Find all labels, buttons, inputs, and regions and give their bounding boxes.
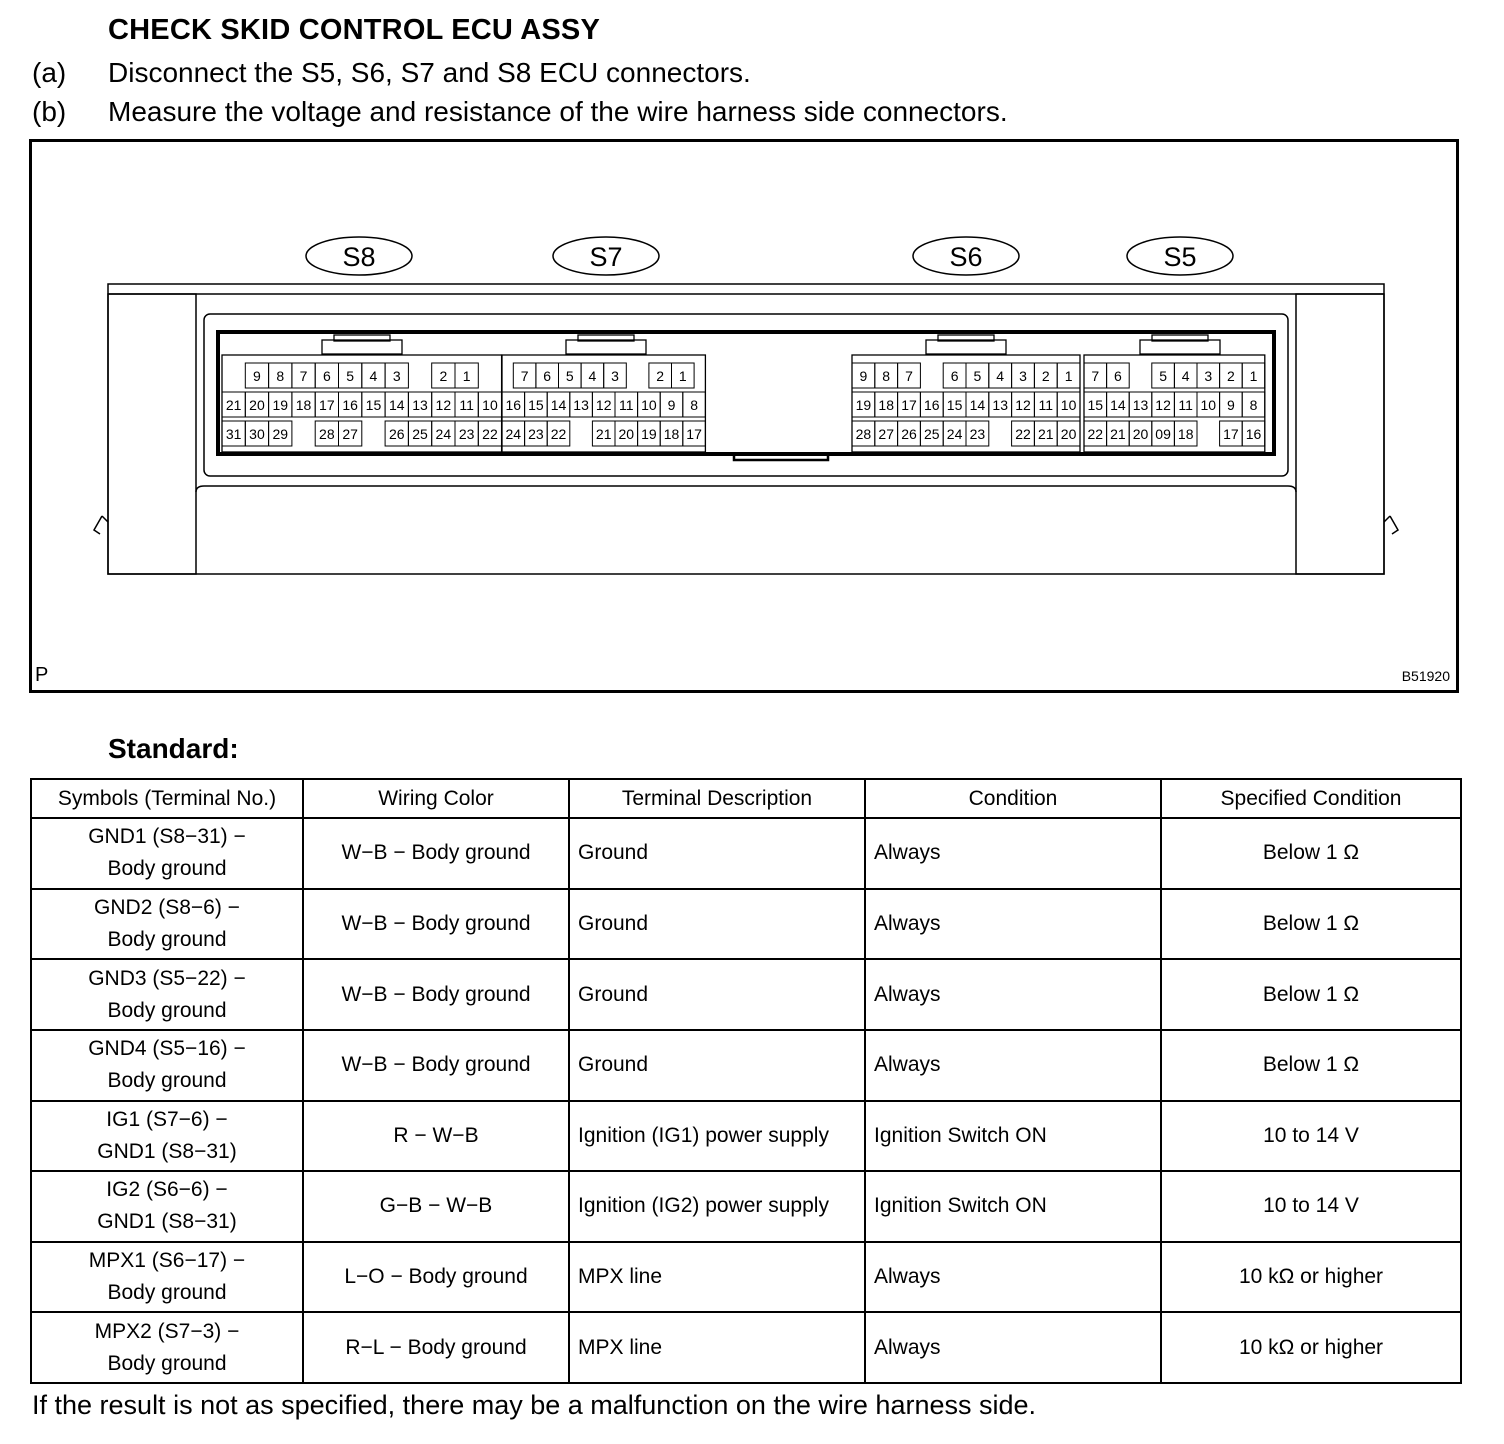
pin-number: 5 — [346, 368, 355, 384]
connector-latch — [926, 340, 1006, 354]
pin-number: 9 — [253, 368, 261, 384]
symbol-cell — [31, 1030, 303, 1101]
symbol-cell — [31, 818, 303, 889]
col-header-condition: Condition — [865, 779, 1161, 818]
right-clip — [1384, 516, 1398, 534]
ecu-housing — [94, 284, 1398, 574]
condition-cell: Always — [865, 818, 1161, 889]
pin-number: 7 — [299, 368, 308, 384]
symbol-line-2: Body ground — [107, 1351, 227, 1375]
pin-number: 27 — [878, 426, 894, 442]
pin-number: 6 — [950, 368, 959, 384]
pin-number: 28 — [319, 426, 335, 442]
pin-number: 21 — [595, 426, 612, 442]
pin-number: 28 — [855, 426, 872, 442]
connector-latch — [1140, 340, 1220, 354]
pin-number: 11 — [459, 397, 474, 413]
specified-condition-cell: Below 1 Ω — [1161, 1030, 1461, 1101]
left-bracket — [108, 294, 196, 574]
pin-number: 22 — [1015, 426, 1031, 442]
symbol-line-1: MPX1 (S6−17) − — [88, 1249, 246, 1273]
specified-condition-cell: 10 to 14 V — [1161, 1101, 1461, 1172]
step-label: (b) — [32, 96, 67, 127]
pin-number: 12 — [1155, 397, 1171, 413]
condition-cell: Always — [865, 1030, 1161, 1101]
specified-condition-cell: Below 1 Ω — [1161, 959, 1461, 1030]
condition-cell: Ignition Switch ON — [865, 1171, 1161, 1242]
pin-number: 7 — [905, 368, 913, 384]
pin-number: 16 — [505, 397, 522, 413]
pin-number: 15 — [528, 397, 544, 413]
pin-number: 29 — [272, 426, 289, 442]
pin-number: 09 — [1155, 426, 1171, 442]
pin-number: 18 — [878, 397, 894, 413]
pin-number: 31 — [225, 426, 242, 442]
pin-number: 13 — [573, 397, 589, 413]
pin-number: 2 — [439, 368, 448, 384]
pin-number: 8 — [1249, 397, 1258, 413]
pin-number: 13 — [992, 397, 1008, 413]
pin-number: 6 — [543, 368, 552, 384]
condition-cell: Always — [865, 1312, 1161, 1383]
pin-number: 2 — [656, 368, 665, 384]
symbol-cell — [31, 1242, 303, 1313]
pin-number: 1 — [678, 368, 687, 384]
symbol-cell — [31, 959, 303, 1030]
symbol-cell — [31, 1101, 303, 1172]
connector-s5 — [1084, 237, 1265, 452]
pin-number: 19 — [641, 426, 657, 442]
col-header-terminal-description: Terminal Description — [569, 779, 865, 818]
pin-number: 11 — [1038, 397, 1054, 413]
symbol-line-2: Body ground — [107, 927, 227, 951]
symbol-line-1: MPX2 (S7−3) − — [94, 1319, 240, 1343]
ecu-connector-drawing — [32, 142, 1456, 690]
pin-number: 1 — [462, 368, 471, 384]
pin-number: 8 — [690, 397, 698, 413]
pin-number: 1 — [1249, 368, 1258, 384]
pin-number: 12 — [435, 397, 452, 413]
pin-number: 4 — [369, 368, 378, 384]
symbol-line-1: GND3 (S5−22) − — [88, 966, 246, 990]
pin-number: 17 — [1223, 426, 1239, 442]
description-cell: Ground — [569, 959, 865, 1030]
pin-number: 2 — [1227, 368, 1235, 384]
table-row — [31, 1312, 1461, 1383]
pin-number: 26 — [901, 426, 917, 442]
connector-label: S7 — [589, 242, 623, 272]
figure-code-right: B51920 — [1401, 668, 1450, 684]
pin-number: 20 — [618, 426, 635, 442]
pin-number: 15 — [946, 397, 963, 413]
pin-number: 17 — [901, 397, 917, 413]
spec-table — [30, 778, 1462, 1384]
pin-number: 19 — [272, 397, 289, 413]
symbol-cell — [31, 1171, 303, 1242]
connector-label: S8 — [342, 242, 376, 272]
specified-condition-cell: 10 kΩ or higher — [1161, 1312, 1461, 1383]
pin-number: 21 — [1038, 426, 1054, 442]
pin-number: 8 — [882, 368, 891, 384]
connector-diagram — [29, 139, 1459, 693]
wiring-color-cell: G−B − W−B — [303, 1171, 569, 1242]
pin-number: 20 — [1132, 426, 1149, 442]
connector-s8 — [222, 237, 502, 452]
pin-number: 6 — [322, 368, 331, 384]
symbol-line-1: IG2 (S6−6) − — [106, 1178, 228, 1202]
pin-number: 23 — [528, 426, 544, 442]
pin-number: 14 — [550, 397, 567, 413]
condition-cell: Ignition Switch ON — [865, 1101, 1161, 1172]
standard-label: Standard: — [108, 733, 239, 764]
pin-number: 14 — [388, 397, 405, 413]
pin-number: 17 — [686, 426, 702, 442]
pin-number: 13 — [1132, 397, 1149, 413]
symbol-line-1: GND1 (S8−31) − — [88, 825, 246, 849]
table-row — [31, 1171, 1461, 1242]
col-header-wiring-color: Wiring Color — [303, 779, 569, 818]
pin-number: 12 — [595, 397, 612, 413]
pin-number: 19 — [855, 397, 872, 413]
pin-number: 18 — [1177, 426, 1194, 442]
pin-number: 15 — [365, 397, 382, 413]
wiring-color-cell: R−L − Body ground — [303, 1312, 569, 1383]
step-text: Measure the voltage and resistance of the wire harness side connectors. — [108, 96, 1008, 127]
pin-number: 25 — [924, 426, 940, 442]
connector-label: S6 — [949, 242, 983, 272]
step-text: Disconnect the S5, S6, S7 and S8 ECU connectors. — [108, 57, 751, 88]
specified-condition-cell: 10 to 14 V — [1161, 1171, 1461, 1242]
pin-number: 1 — [1064, 368, 1073, 384]
specified-condition-cell: Below 1 Ω — [1161, 818, 1461, 889]
pin-number: 24 — [946, 426, 963, 442]
specified-condition-cell: Below 1 Ω — [1161, 889, 1461, 960]
step-label: (a) — [32, 57, 67, 88]
col-header-symbols: Symbols (Terminal No.) — [31, 779, 303, 818]
pin-number: 24 — [435, 426, 452, 442]
pin-number: 12 — [1015, 397, 1031, 413]
table-row — [31, 959, 1461, 1030]
connector-latch — [322, 340, 402, 354]
description-cell: Ignition (IG1) power supply — [569, 1101, 865, 1172]
pin-number: 3 — [1204, 368, 1213, 384]
symbol-cell — [31, 1312, 303, 1383]
pin-number: 10 — [1200, 397, 1217, 413]
pin-number: 4 — [588, 368, 597, 384]
connector-s6 — [852, 237, 1080, 452]
pin-number: 11 — [1178, 397, 1193, 413]
pin-number: 14 — [1110, 397, 1126, 413]
footer-note: If the result is not as specified, there may be a malfunction on the wire harness side. — [32, 1390, 1037, 1420]
symbol-line-2: GND1 (S8−31) — [97, 1139, 237, 1163]
description-cell: Ground — [569, 818, 865, 889]
wiring-color-cell: R − W−B — [303, 1101, 569, 1172]
table-row — [31, 1242, 1461, 1313]
pin-number: 5 — [1159, 368, 1167, 384]
pin-number: 26 — [388, 426, 405, 442]
description-cell: MPX line — [569, 1312, 865, 1383]
pin-number: 16 — [342, 397, 358, 413]
pin-number: 30 — [249, 426, 265, 442]
wiring-color-cell: L−O − Body ground — [303, 1242, 569, 1313]
pin-number: 7 — [520, 368, 529, 384]
pin-number: 10 — [482, 397, 498, 413]
condition-cell: Always — [865, 959, 1161, 1030]
pin-number: 21 — [1110, 426, 1126, 442]
pin-number: 3 — [392, 368, 401, 384]
pin-number: 5 — [973, 368, 982, 384]
pin-number: 4 — [1181, 368, 1190, 384]
pin-number: 17 — [319, 397, 335, 413]
pin-number: 22 — [550, 426, 567, 442]
symbol-line-2: GND1 (S8−31) — [97, 1210, 237, 1234]
page-title: CHECK SKID CONTROL ECU ASSY — [108, 14, 600, 46]
pin-number: 25 — [412, 426, 428, 442]
col-header-specified-condition: Specified Condition — [1161, 779, 1461, 818]
pin-number: 4 — [996, 368, 1005, 384]
symbol-line-1: GND2 (S8−6) − — [94, 895, 240, 919]
wiring-color-cell: W−B − Body ground — [303, 818, 569, 889]
pin-number: 20 — [249, 397, 265, 413]
description-cell: MPX line — [569, 1242, 865, 1313]
description-cell: Ground — [569, 889, 865, 960]
pin-number: 21 — [225, 397, 242, 413]
pin-number: 22 — [482, 426, 498, 442]
pin-number: 6 — [1114, 368, 1122, 384]
pin-number: 13 — [412, 397, 428, 413]
symbol-line-1: GND4 (S5−16) − — [88, 1037, 246, 1061]
pin-number: 20 — [1060, 426, 1077, 442]
condition-cell: Always — [865, 889, 1161, 960]
pin-number: 10 — [1060, 397, 1077, 413]
pin-number: 2 — [1041, 368, 1050, 384]
pin-number: 14 — [969, 397, 986, 413]
pin-number: 18 — [295, 397, 312, 413]
pin-number: 16 — [1245, 426, 1262, 442]
pin-number: 9 — [1227, 397, 1235, 413]
pin-number: 9 — [859, 368, 868, 384]
table-row — [31, 818, 1461, 889]
wiring-color-cell: W−B − Body ground — [303, 1030, 569, 1101]
housing-lower-panel — [196, 486, 1296, 492]
description-cell: Ground — [569, 1030, 865, 1101]
pin-number: 27 — [342, 426, 358, 442]
pin-number: 16 — [924, 397, 940, 413]
symbol-line-2: Body ground — [107, 1281, 227, 1305]
left-clip — [94, 516, 108, 534]
pin-number: 8 — [276, 368, 285, 384]
pin-number: 7 — [1091, 368, 1100, 384]
table-row — [31, 1030, 1461, 1101]
connector-s7 — [502, 237, 705, 452]
wiring-color-cell: W−B − Body ground — [303, 959, 569, 1030]
condition-cell: Always — [865, 1242, 1161, 1313]
pin-number: 23 — [969, 426, 986, 442]
table-header-row — [31, 779, 1461, 818]
figure-code-left: P — [35, 664, 49, 686]
pin-number: 3 — [1019, 368, 1027, 384]
pin-number: 3 — [611, 368, 619, 384]
wiring-color-cell: W−B − Body ground — [303, 889, 569, 960]
connector-latch — [566, 340, 646, 354]
pin-number: 24 — [505, 426, 522, 442]
right-bracket — [1296, 294, 1384, 574]
symbol-line-2: Body ground — [107, 1069, 227, 1093]
symbol-line-2: Body ground — [107, 998, 227, 1022]
pin-number: 22 — [1087, 426, 1104, 442]
symbol-cell — [31, 889, 303, 960]
description-cell: Ignition (IG2) power supply — [569, 1171, 865, 1242]
pin-number: 23 — [458, 426, 475, 442]
table-row — [31, 1101, 1461, 1172]
pin-number: 18 — [663, 426, 680, 442]
symbol-line-1: IG1 (S7−6) − — [106, 1107, 228, 1131]
pin-number: 9 — [667, 397, 676, 413]
pin-number: 10 — [641, 397, 657, 413]
pin-number: 15 — [1087, 397, 1104, 413]
symbol-line-2: Body ground — [107, 857, 227, 881]
table-row — [31, 889, 1461, 960]
connector-label: S5 — [1163, 242, 1197, 272]
pin-number: 5 — [565, 368, 574, 384]
specified-condition-cell: 10 kΩ or higher — [1161, 1242, 1461, 1313]
pin-number: 11 — [619, 397, 634, 413]
